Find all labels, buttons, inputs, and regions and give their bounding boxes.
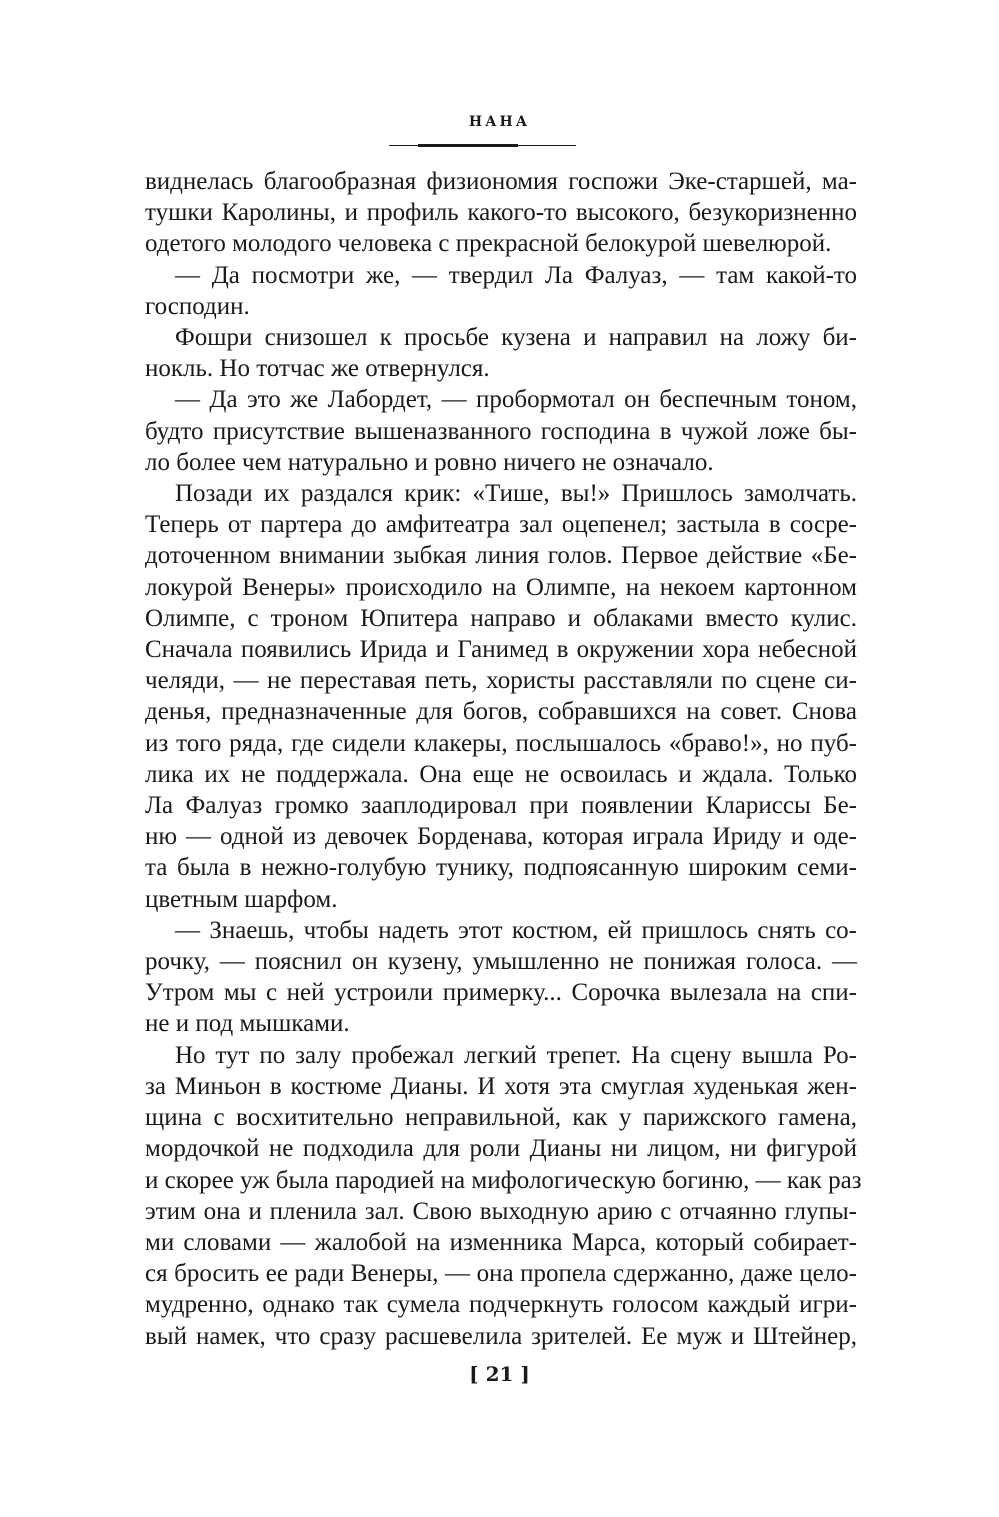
text-line: господин. [145, 292, 250, 320]
text-line: Ла Фалуаз громко зааплодировал при появлении Клариссы Бе- [145, 792, 857, 820]
text-line: доточенном внимании зыбкая линия голов. Первое действие «Бе- [145, 542, 857, 570]
text-line: Теперь от партера до амфитеатра зал оцепенел; застыла в сосре- [145, 511, 857, 539]
text-line: денья, предназначенные для богов, собравшихся на совет. Снова [145, 698, 857, 726]
text-line: вый намек, что сразу расшевелила зрителей. Ее муж и Штейнер, [145, 1322, 857, 1350]
text-line: Но тут по залу пробежал легкий трепет. На сцену вышла Ро- [175, 1041, 857, 1069]
text-line: — Знаешь, чтобы надеть этот костюм, ей пришлось снять со- [175, 916, 857, 944]
text-line: ся бросить ее ради Венеры, — она пропела сдержанно, даже цело- [145, 1260, 857, 1288]
text-line: мудренно, однако так сумела подчеркнуть голосом каждый игри- [145, 1291, 857, 1319]
text-line: Сначала появились Ирида и Ганимед в окружении хора небесной [145, 636, 857, 664]
running-head: НАНА [468, 114, 531, 130]
text-line: Олимпе, с троном Юпитера направо и облаками вместо кулис. [145, 604, 857, 632]
body-text [145, 166, 862, 1352]
text-line: та была в нежно-голубую тунику, подпоясанную широким семи- [145, 854, 857, 882]
text-line: — Да посмотри же, — твердил Ла Фалуаз, — там какой-то [175, 261, 857, 289]
text-line: — Да это же Лабордет, — пробормотал он беспечным тоном, [175, 386, 857, 414]
text-line: не и под мышками. [145, 1010, 350, 1038]
text-line: Позади их раздался крик: «Тише, вы!» Пришлось замолчать. [175, 480, 857, 508]
text-line: мордочкой не подходила для роли Дианы ни лицом, ни фигурой [145, 1135, 857, 1163]
text-line: одетого молодого человека с прекрасной белокурой шевелюрой. [145, 230, 832, 258]
text-line: ми словами — жалобой на изменника Марса, который собирает- [145, 1228, 857, 1256]
text-line: цветным шарфом. [145, 885, 338, 913]
text-line: и скорее уж была пародией на мифологическую богиню, — как раз [145, 1166, 862, 1194]
text-line: лика их не поддержала. Она еще не освоилась и ждала. Только [145, 760, 857, 788]
text-line: Утром мы с ней устроили примерку... Сорочка вылезала на спи- [145, 979, 857, 1007]
text-line: локурой Венеры» происходило на Олимпе, на некоем картонном [145, 573, 857, 601]
text-line: этим она и пленила зал. Свою выходную арию с отчаянно глупы- [145, 1197, 857, 1225]
text-line: за Миньон в костюме Дианы. И хотя эта смуглая худенькая жен- [145, 1072, 857, 1100]
text-line: тушки Каролины, и профиль какого-то высокого, безукоризненно [145, 199, 857, 227]
text-line: щина с восхитительно неправильной, как у парижского гамена, [145, 1104, 857, 1132]
text-line: ло более чем натурально и ровно ничего не означало. [145, 448, 714, 476]
text-line: виднелась благообразная физиономия госпожи Эке-старшей, ма- [145, 168, 857, 195]
page-number: [ 21 ] [469, 1362, 530, 1386]
text-line: Фошри снизошел к просьбе кузена и направил на ложу би- [175, 324, 857, 352]
text-line: из того ряда, где сидели клакеры, послышалось «браво!», но пуб- [145, 729, 857, 757]
text-line: рочку, — пояснил он кузену, умышленно не понижая голоса. — [145, 948, 857, 976]
header-rule-accent [418, 144, 518, 147]
text-line: нокль. Но тотчас же отвернулся. [145, 355, 490, 383]
text-line: будто присутствие вышеназванного господина в чужой ложе бы- [145, 417, 857, 445]
text-line: челяди, — не переставая петь, хористы расставляли по сцене си- [145, 667, 857, 695]
text-line: ню — одной из девочек Борденава, которая играла Ириду и оде- [145, 823, 857, 851]
